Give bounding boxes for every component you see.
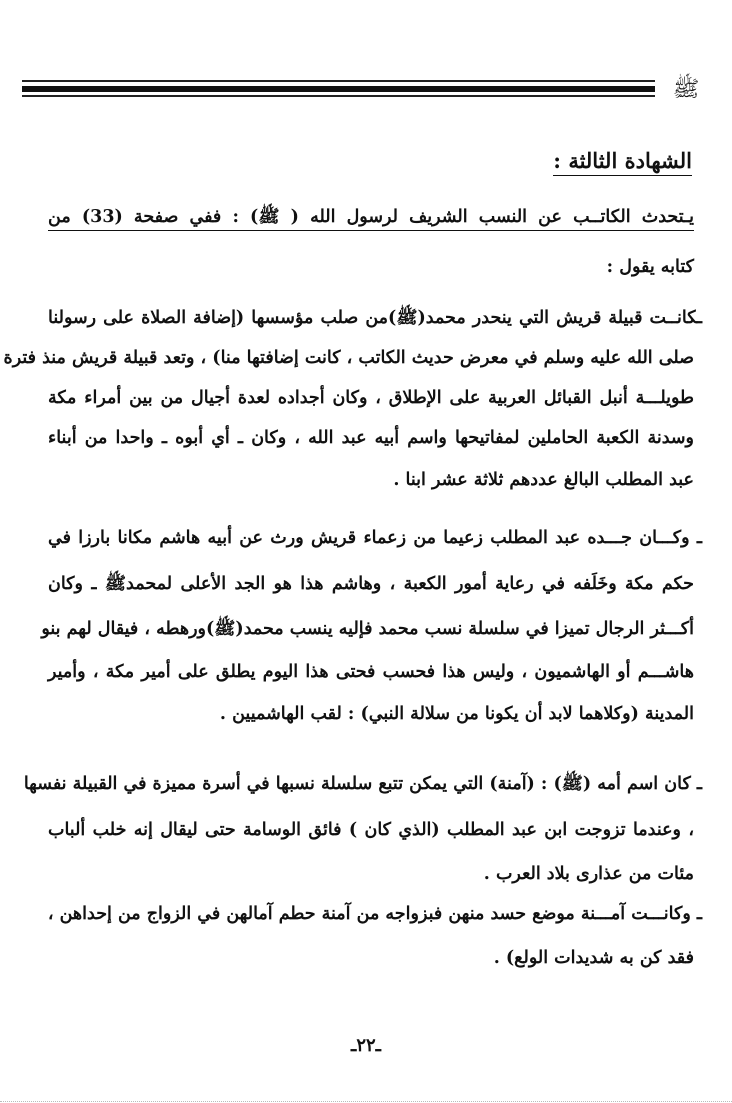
text-line-9-content: حكم مكة وخَلَفه في رعاية أمور الكعبة ، وهاشم هذا هو الجد الأعلى لمحمدﷺ ـ وكان bbox=[48, 574, 694, 594]
header-rule-top bbox=[22, 80, 655, 82]
section-title-text: الشهادة الثالثة : bbox=[553, 148, 692, 176]
text-line-8-content: ـ وكـــان جـــده عبد المطلب زعيما من زعماء قريش ورث عن أبيه هاشم مكانا بارزا في bbox=[48, 528, 702, 548]
text-line-16 bbox=[48, 904, 702, 924]
text-line-5 bbox=[48, 388, 694, 408]
text-line-15 bbox=[484, 864, 694, 884]
text-line-1 bbox=[48, 205, 694, 231]
text-line-7-content: عبد المطلب البالغ عددهم ثلاثة عشر ابنا . bbox=[393, 470, 694, 490]
text-line-13-content: ـ كان اسم أمه (ﷺ) : (آمنة) التي يمكن تتبع سلسلة نسبها في أسرة مميزة في القبيلة نفسها bbox=[23, 774, 702, 794]
section-title bbox=[553, 148, 692, 173]
header-rule-thick bbox=[22, 86, 655, 92]
text-line-6 bbox=[48, 428, 694, 448]
text-line-3-content: ـكانــت قبيلة قريش التي ينحدر محمد(ﷺ)من صلب مؤسسها (إضافة الصلاة على رسولنا bbox=[48, 308, 702, 328]
page-number: ـ٢٢ـ bbox=[351, 1035, 381, 1056]
text-line-14 bbox=[48, 820, 694, 840]
text-line-3 bbox=[48, 306, 702, 332]
text-line-4-content: صلى الله عليه وسلم في معرض حديث الكاتب ، كانت إضافتها منا) ، وتعد قبيلة قريش منذ فترة bbox=[3, 348, 694, 368]
text-line-8 bbox=[48, 528, 702, 548]
text-line-5-content: طويلـــة أنبل القبائل العربية على الإطلاق ، وكان أجداده لعدة أجيال من بين أمراء مكة bbox=[48, 388, 694, 408]
text-line-6-content: وسدنة الكعبة الحاملين لمفاتيحها واسم أبيه عبد الله ، وكان ـ أي أبوه ـ واحدا من أبناء bbox=[48, 428, 694, 448]
text-line-11-content: هاشـــم أو الهاشميون ، وليس هذا فحسب فحتى هذا اليوم يطلق على أمير مكة ، وأمير bbox=[48, 662, 694, 682]
text-line-16-content: ـ وكانـــت آمـــنة موضع حسد منهن فبزواجه من آمنة حطم آمالهن في الزواج من إحداهن ، bbox=[47, 904, 702, 924]
text-line-10 bbox=[41, 617, 694, 643]
text-line-17 bbox=[494, 948, 694, 968]
text-line-15-content: مئات من عذارى بلاد العرب . bbox=[483, 864, 694, 884]
text-line-11 bbox=[48, 662, 694, 682]
salawat-glyph-icon: ﷺ bbox=[672, 77, 700, 102]
text-line-12 bbox=[220, 704, 694, 724]
text-line-13 bbox=[23, 772, 702, 798]
text-line-7 bbox=[393, 470, 694, 490]
text-line-9 bbox=[48, 572, 694, 598]
text-line-14-content: ، وعندما تزوجت ابن عبد المطلب (الذي كان ) فائق الوسامة حتى ليقال إنه خلب ألباب bbox=[48, 820, 694, 840]
text-line-2 bbox=[607, 257, 694, 277]
text-line-1-content: يـتحدث الكاتــب عن النسب الشريف لرسول الله ( ﷺ) : ففي صفحة (33) من bbox=[48, 207, 694, 231]
text-line-17-content: فقد كن به شديدات الولع) . bbox=[493, 948, 694, 968]
text-line-10-content: أكـــثر الرجال تميزا في سلسلة نسب محمد فإليه ينسب محمد(ﷺ)ورهطه ، فيقال لهم بنو bbox=[41, 619, 694, 639]
text-line-4 bbox=[3, 348, 694, 368]
text-line-2-content: كتابه يقول : bbox=[606, 257, 694, 277]
header-rule-bottom bbox=[22, 95, 655, 97]
text-line-12-content: المدينة (وكلاهما لابد أن يكونا من سلالة النبي) : لقب الهاشميين . bbox=[219, 704, 694, 724]
